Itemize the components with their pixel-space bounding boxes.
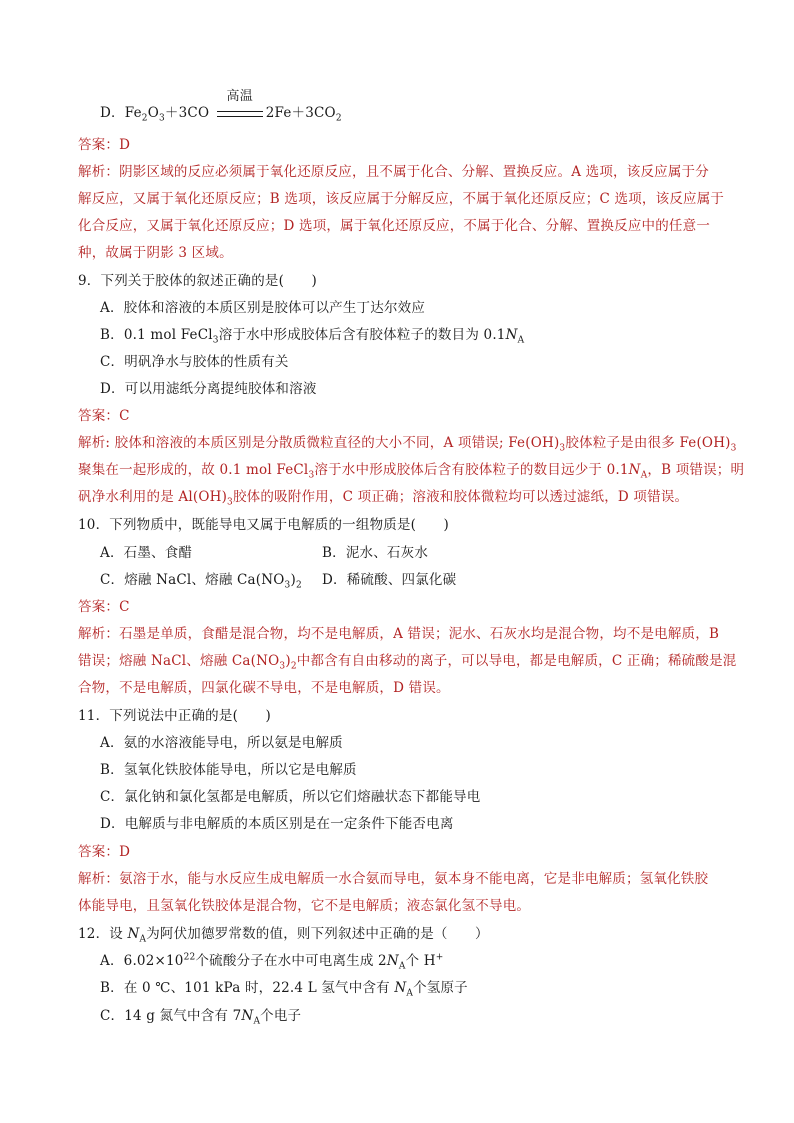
q10-option-b: B．泥水、石灰水 — [322, 545, 429, 561]
q9-option-a: A．胶体和溶液的本质区别是胶体可以产生丁达尔效应 — [100, 300, 426, 316]
q11-option-a: A．氨的水溶液能导电，所以氨是电解质 — [100, 735, 343, 751]
q9-explain-line: 聚集在一起形成的，故 0.1 mol FeCl$_3$溶于水中形成胶体后含有胶体粒子的数目远少于 $0.1N_A$，B 项错误；明 — [78, 462, 745, 481]
q10-option-d: D．稀硫酸、四氯化碳 — [322, 572, 457, 588]
q12-option-b: B．在 0 ℃、101 kPa 时，22.4 L 氢气中含有 $N_A$个氢原子 — [100, 980, 468, 999]
q8-explain-line: 解析：阴影区域的反应必须属于氧化还原反应，且不属于化合、分解、置换反应。A 选项，该反应属于分 — [78, 164, 709, 180]
q11-option-b: B．氢氧化铁胶体能导电，所以它是电解质 — [100, 762, 357, 778]
q10-answer: 答案：C — [78, 599, 130, 615]
q10-explain-line: 解析：石墨是单质，食醋是混合物，均不是电解质，A 错误；泥水、石灰水均是混合物，均不是电解质，B — [78, 626, 720, 642]
q10-stem: 10．下列物质中，既能导电又属于电解质的一组物质是( ) — [78, 517, 450, 533]
q10-option-c: C．熔融 NaCl、熔融 $Ca(NO_3)_2$ — [100, 572, 302, 591]
q8-answer: 答案：D — [78, 137, 131, 153]
q9-explain-line: 解析: 胶体和溶液的本质区别是分散质微粒直径的大小不同，A 项错误; $Fe(OH)_3$胶体粒子是由很多 $Fe(OH)_3$ — [78, 435, 737, 454]
q8-option-d: D．$Fe_2O_3+3CO$ 高温 $2Fe+3CO_2$ — [100, 89, 342, 124]
q10-explain-line: 合物，不是电解质，四氯化碳不导电，不是电解质，D 错误。 — [78, 680, 450, 696]
q8-explain-line: 化合反应，又属于氧化还原反应；D 选项，属于氧化还原反应，不属于化合、分解、置换反应中的任意一 — [78, 218, 711, 234]
q8-explain-line: 种，故属于阴影 3 区域。 — [78, 245, 233, 261]
reaction-condition: 高温 — [226, 89, 253, 104]
q9-answer: 答案：C — [78, 408, 130, 424]
q9-option-c: C．明矾净水与胶体的性质有关 — [100, 354, 289, 370]
q10-option-a: A．石墨、食醋 — [100, 545, 193, 561]
q11-explain-line: 解析：氨溶于水，能与水反应生成电解质一水合氨而导电，氨本身不能电离，它是非电解质；氢氧化铁胶 — [78, 871, 709, 887]
reaction-arrow — [214, 89, 266, 123]
q12-option-c: C．14 g 氮气中含有 $7N_A$个电子 — [100, 1008, 302, 1027]
q12-stem: 12．设 $N_A$为阿伏加德罗常数的值，则下列叙述中正确的是（ ） — [78, 926, 489, 945]
q9-option-b: B．0.1 mol FeCl$_3$溶于水中形成胶体后含有胶体粒子的数目为 $0.1N_A$ — [100, 327, 525, 346]
q9-explain-line: 矾净水利用的是 $Al(OH)_3$胶体的吸附作用，C 项正确；溶液和胶体微粒均可以透过滤纸，D 项错误。 — [78, 489, 689, 508]
q11-option-d: D．电解质与非电解质的本质区别是在一定条件下能否电离 — [100, 816, 454, 832]
q9-stem: 9．下列关于胶体的叙述正确的是( ) — [78, 273, 317, 289]
q9-option-d: D．可以用滤纸分离提纯胶体和溶液 — [100, 381, 317, 397]
q11-explain-line: 体能导电，且氢氧化铁胶体是混合物，它不是电解质；液态氯化氢不导电。 — [78, 898, 531, 914]
q11-stem: 11．下列说法中正确的是( ) — [78, 708, 271, 724]
q12-option-a: A．$6.02\times 10^{22}$个硫酸分子在水中可电离生成 $2N_A$个 H+ — [100, 952, 444, 972]
q11-option-c: C．氯化钠和氯化氢都是电解质，所以它们熔融状态下都能导电 — [100, 789, 481, 805]
q10-explain-line: 错误；熔融 NaCl、熔融 $Ca(NO_3)_2$中都含有自由移动的离子，可以导电，都是电解质，C 正确；稀硫酸是混 — [78, 653, 737, 672]
q11-answer: 答案：D — [78, 844, 131, 860]
q8-explain-line: 解反应，又属于氧化还原反应；B 选项，该反应属于分解反应，不属于氧化还原反应；C 选项，该反应属于 — [78, 191, 725, 207]
